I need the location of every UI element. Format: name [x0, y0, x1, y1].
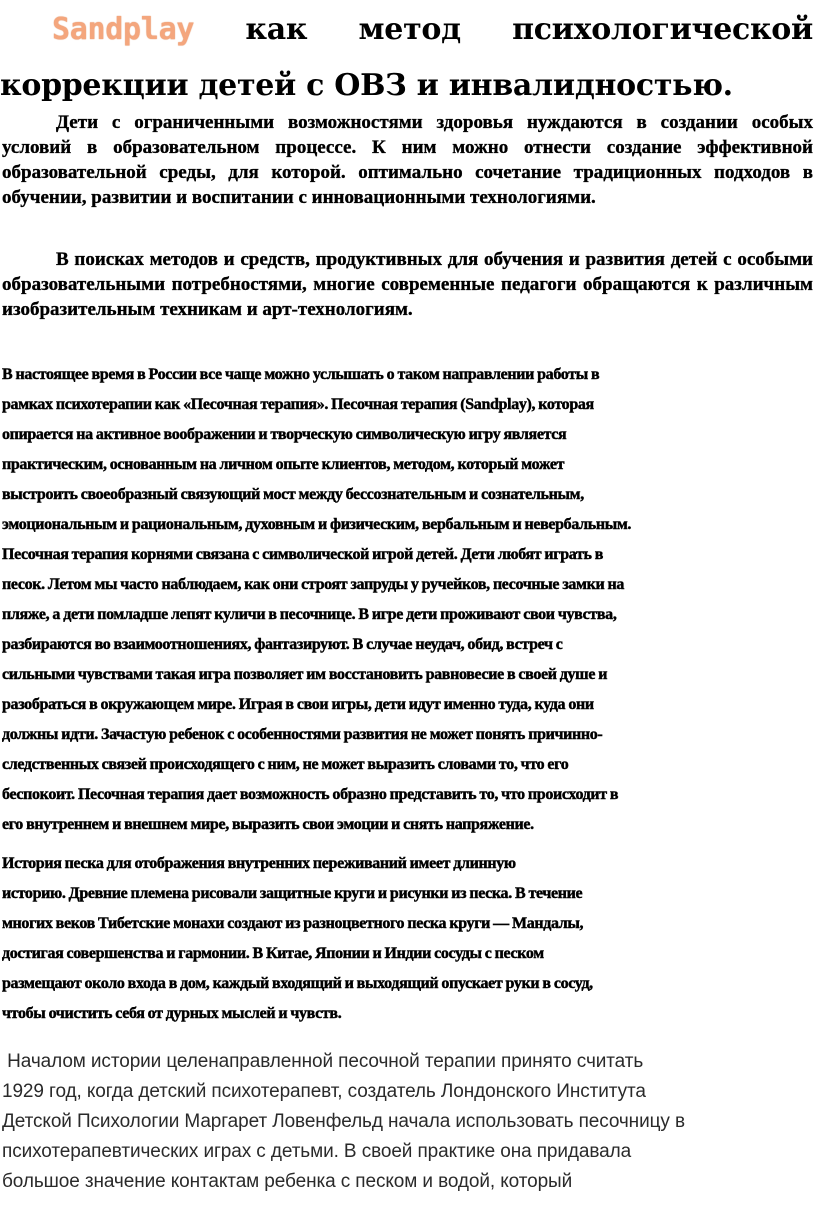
- paragraph-intro: Дети с ограниченными возможностями здоровья нуждаются в создании особых условий в образовательном процессе. К ним можно отнести создание эффективной образовательной среды, для которой. оптимально сочетание традиционных подходов в обучении, развитии и воспитании с инновационными технологиями.: [2, 112, 813, 208]
- text-line: многих веков Тибетские монахи создают из разноцветного песка круги — Мандалы,: [2, 915, 584, 932]
- text-line: песок. Летом мы часто наблюдаем, как они строят запруды у ручейков, песочные замки на: [2, 576, 625, 593]
- text-line: эмоциональным и рациональным, духовным и физическим, вербальным и невербальным.: [2, 516, 632, 533]
- text-line: опирается на активное воображении и творческую символическую игру является: [2, 426, 567, 443]
- text-line: чтобы очистить себя от дурных мыслей и чувств.: [2, 1005, 342, 1022]
- paragraph-sand-history: [2, 849, 813, 1029]
- text-line: следственных связей происходящего с ним, не может выразить словами то, что его: [2, 756, 569, 773]
- title-line-2: коррекции детей с ОВЗ и инвалидностью.: [0, 68, 733, 103]
- title-line-1: [0, 2, 813, 58]
- paragraph-sand-therapy: [2, 360, 813, 840]
- text-line: пляже, а дети помладше лепят куличи в песочнице. В игре дети проживают свои чувства,: [2, 606, 617, 623]
- text-line: беспокоит. Песочная терапия дает возможность образно представить то, что происходит в: [2, 786, 619, 803]
- text-line: выстроить своеобразный связующий мост между бессознательным и сознательным,: [2, 486, 584, 503]
- text-line: его внутреннем и внешнем мире, выразить свои эмоции и снять напряжение.: [2, 816, 534, 833]
- text-line: психотерапевтических играх с детьми. В своей практике она придавала: [2, 1141, 632, 1162]
- text-line: должны идти. Зачастую ребенок с особенностями развития не может понять причинно-: [2, 726, 603, 743]
- text-line: Детской Психологии Маргарет Ловенфельд начала использовать песочницу в: [2, 1111, 685, 1132]
- text-line: разобраться в окружающем мире. Играя в свои игры, дети идут именно туда, куда они: [2, 696, 594, 713]
- paragraph-methods: В поисках методов и средств, продуктивных для обучения и развития детей с особыми образовательными потребностями, многие современные педагоги обращаются к различным изобразительным техникам и арт-технологиям.: [2, 249, 813, 320]
- text-line: разбираются во взаимоотношениях, фантазируют. В случае неудач, обид, встреч с: [2, 636, 563, 653]
- title-word: психологической: [512, 12, 813, 47]
- text-line: Началом истории целенаправленной песочной терапии принято считать: [2, 1051, 644, 1072]
- text-line: сильными чувствами такая игра позволяет им восстановить равновесие в своей душе и: [2, 666, 608, 683]
- text-line: историю. Древние племена рисовали защитные круги и рисунки из песка. В течение: [2, 885, 583, 902]
- title-word: как: [245, 12, 308, 47]
- text-line: большое значение контактам ребенка с песком и водой, который: [2, 1171, 573, 1192]
- text-line: практическим, основанным на личном опыте клиентов, методом, который может: [2, 456, 565, 473]
- title-word: метод: [358, 12, 461, 47]
- text-line: 1929 год, когда детский психотерапевт, создатель Лондонского Института: [2, 1081, 646, 1102]
- text-line: рамках психотерапии как «Песочная терапия». Песочная терапия (Sandplay), которая: [2, 396, 594, 413]
- text-line: В настоящее время в России все чаще можно услышать о таком направлении работы в: [2, 366, 600, 383]
- paragraph-lowenfeld: [2, 1047, 813, 1197]
- text-line: достигая совершенства и гармонии. В Китае, Японии и Индии сосуды с песком: [2, 945, 544, 962]
- text-line: размещают около входа в дом, каждый входящий и выходящий опускает руки в сосуд,: [2, 975, 593, 992]
- text-line: Песочная терапия корнями связана с символической игрой детей. Дети любят играть в: [2, 546, 604, 563]
- text-line: История песка для отображения внутренних переживаний имеет длинную: [2, 855, 516, 872]
- title-brand-word: Sandplay: [52, 12, 195, 47]
- page-title: [0, 2, 813, 114]
